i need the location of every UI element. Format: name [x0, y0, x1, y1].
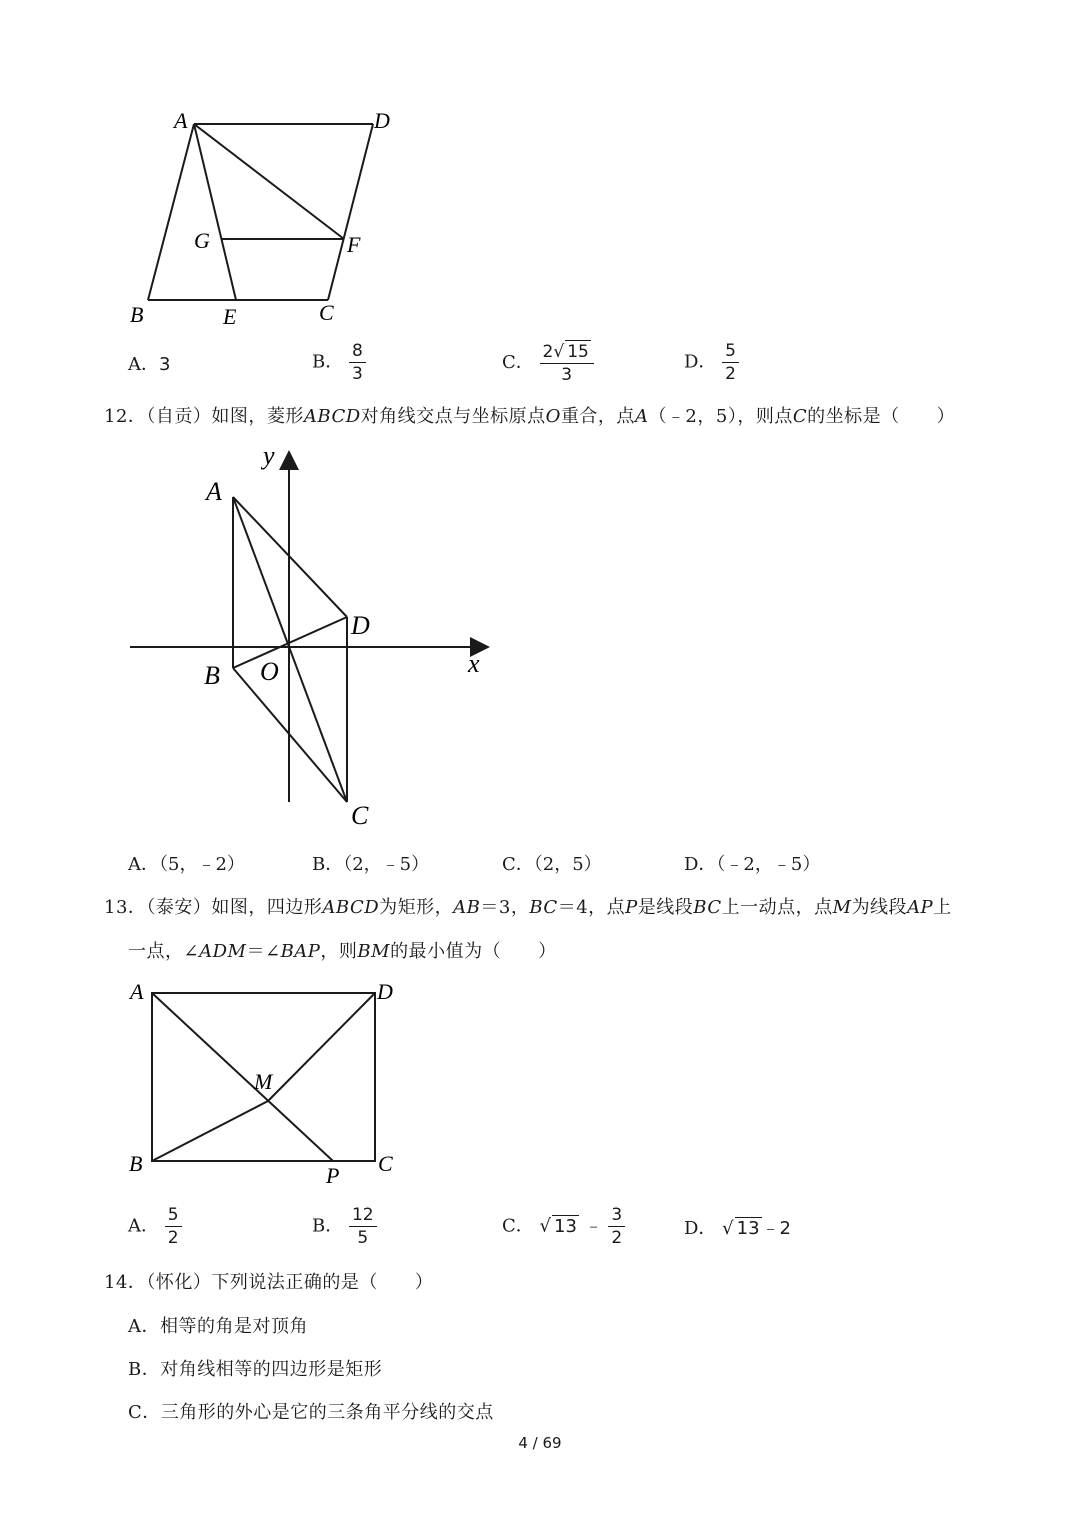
q13-stem-line2: 一点，∠ADM＝∠BAP，则BM的最小值为（ ）	[128, 941, 557, 962]
fraction: $\frac{8}{3}$	[349, 340, 366, 385]
fraction: $\frac{3}{2}$	[608, 1204, 625, 1249]
q13-label-p: P	[326, 1163, 340, 1188]
q11-option-b	[312, 340, 366, 385]
option-value: 3	[159, 354, 171, 375]
page-number: 4 / 69	[518, 1434, 562, 1452]
fraction: $\frac{5}{2}$	[722, 340, 739, 385]
q11-label-a: A	[174, 108, 188, 133]
q11-label-f: F	[347, 232, 361, 257]
q14-option-c: C．三角形的外心是它的三条角平分线的交点	[128, 1402, 494, 1423]
q13-option-b	[312, 1204, 377, 1249]
q12-label-d: D	[351, 611, 370, 640]
q13-label-c: C	[378, 1151, 393, 1176]
q13-label-m: M	[254, 1069, 273, 1094]
option-prefix: D．	[684, 1218, 717, 1239]
q12-label-y: y	[263, 441, 275, 470]
q14-option-a: A．相等的角是对顶角	[128, 1316, 308, 1337]
q13-option-d: D． √ 13 ﹣2	[684, 1218, 792, 1239]
q11-label-g: G	[194, 228, 210, 253]
q12-option-c: C．（2，5）	[502, 854, 602, 875]
q12-option-a: A．（5，﹣2）	[128, 854, 245, 875]
option-prefix: D．	[684, 351, 717, 373]
q11-option-c	[502, 340, 594, 386]
option-prefix: B．	[312, 351, 344, 373]
q13-segment-ap	[152, 993, 333, 1161]
q13-figure	[120, 975, 410, 1195]
q13-option-a	[128, 1204, 182, 1249]
fraction: $\frac{5}{2}$	[165, 1204, 182, 1249]
q11-label-c: C	[319, 300, 334, 325]
q12-label-a: A	[206, 477, 222, 506]
q11-label-b: B	[130, 302, 144, 327]
q11-label-d: D	[374, 108, 390, 133]
q12-label-b: B	[204, 661, 220, 690]
q11-figure	[120, 100, 420, 340]
q12-label-x: x	[468, 649, 480, 678]
q13-label-b: B	[129, 1151, 143, 1176]
q13-segment-dm	[268, 993, 375, 1101]
q11-edge-ab	[148, 124, 194, 300]
q11-option-d	[684, 340, 739, 385]
q11-option-a	[128, 350, 170, 376]
fraction: $\frac{12}{5}$	[349, 1204, 377, 1249]
q13-label-a: A	[130, 979, 144, 1004]
fraction: $\frac{2√ 15}{3}$	[540, 340, 594, 386]
q11-edge-dc	[328, 124, 373, 300]
option-prefix: C．	[502, 1215, 534, 1237]
q13-option-c: C． √ 13 ﹣ $\frac{3}{2}$	[502, 1204, 625, 1249]
q13-segment-bm	[152, 1101, 268, 1161]
q12-stem: 12．（自贡）如图，菱形ABCD对角线交点与坐标原点O重合，点A（﹣2，5），则点C的坐标是（ ）	[104, 406, 956, 427]
q12-figure	[120, 440, 510, 840]
q14-stem: 14．（怀化）下列说法正确的是（ ）	[104, 1272, 434, 1293]
option-prefix: A．	[128, 354, 159, 375]
q12-label-o: O	[260, 657, 279, 686]
q12-option-d: D．（﹣2，﹣5）	[684, 854, 821, 875]
q14-option-b: B．对角线相等的四边形是矩形	[128, 1359, 383, 1380]
q12-label-c: C	[351, 801, 369, 830]
option-prefix: A．	[128, 1215, 159, 1237]
option-prefix: B．	[312, 1215, 344, 1237]
q13-stem-line1: 13．（泰安）如图，四边形ABCD为矩形，AB＝3，BC＝4，点P是线段BC上一动点，点M为线段AP上	[104, 897, 952, 918]
q12-option-b: B．（2，﹣5）	[312, 854, 430, 875]
option-prefix: C．	[502, 352, 534, 373]
q13-label-d: D	[377, 979, 393, 1004]
q11-label-e: E	[223, 304, 237, 329]
